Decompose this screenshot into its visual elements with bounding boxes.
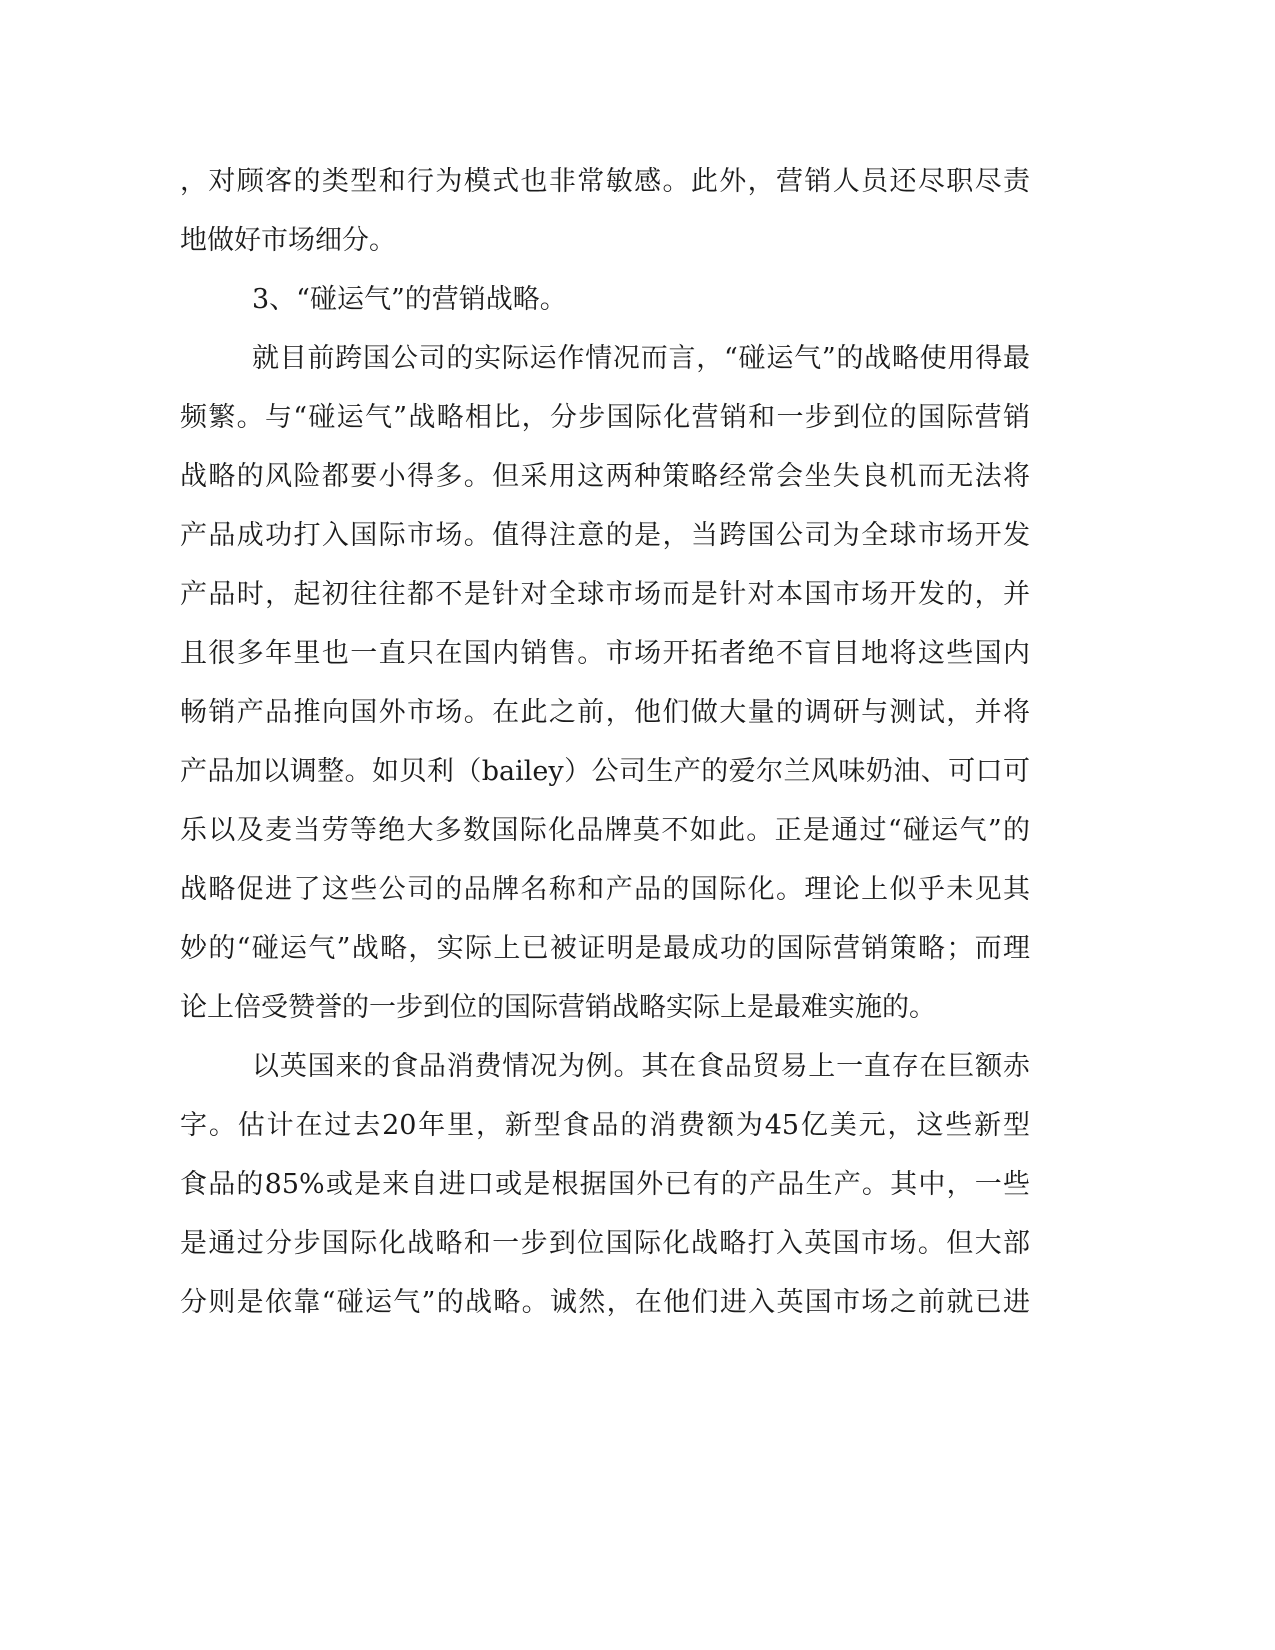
text-line: 地做好市场细分。 [180,225,396,256]
text-line: 频繁。与“碰运气”战略相比，分步国际化营销和一步到位的国际营销 [180,402,1030,433]
text-line: 产品加以调整。如贝利（bailey）公司生产的爱尔兰风味奶油、可口可 [180,756,1030,787]
text-line: 战略促进了这些公司的品牌名称和产品的国际化。理论上似乎未见其 [180,874,1030,905]
text-line: 是通过分步国际化战略和一步到位国际化战略打入英国市场。但大部 [180,1228,1030,1259]
text-line: 以英国来的食品消费情况为例。其在食品贸易上一直存在巨额赤 [252,1051,1030,1082]
text-line: 就目前跨国公司的实际运作情况而言，“碰运气”的战略使用得最 [252,343,1030,374]
text-line: 妙的“碰运气”战略，实际上已被证明是最成功的国际营销策略；而理 [180,933,1030,964]
text-line: 乐以及麦当劳等绝大多数国际化品牌莫不如此。正是通过“碰运气”的 [180,815,1030,846]
body-text [180,152,1030,1332]
text-line: 产品时，起初往往都不是针对全球市场而是针对本国市场开发的，并 [180,579,1030,610]
text-line: 字。估计在过去20年里，新型食品的消费额为45亿美元，这些新型 [180,1110,1030,1141]
text-line: 分则是依靠“碰运气”的战略。诚然，在他们进入英国市场之前就已进 [180,1287,1030,1318]
text-line: 论上倍受赞誉的一步到位的国际营销战略实际上是最难实施的。 [180,992,936,1023]
text-line: 产品成功打入国际市场。值得注意的是，当跨国公司为全球市场开发 [180,520,1030,551]
text-line: 食品的85%或是来自进口或是根据国外已有的产品生产。其中，一些 [180,1169,1030,1200]
text-line: 畅销产品推向国外市场。在此之前，他们做大量的调研与测试，并将 [180,697,1030,728]
text-line: 战略的风险都要小得多。但采用这两种策略经常会坐失良机而无法将 [180,461,1030,492]
text-line: ，对顾客的类型和行为模式也非常敏感。此外，营销人员还尽职尽责 [180,166,1030,197]
text-line: 且很多年里也一直只在国内销售。市场开拓者绝不盲目地将这些国内 [180,638,1030,669]
section-heading: 3、“碰运气”的营销战略。 [252,284,567,315]
